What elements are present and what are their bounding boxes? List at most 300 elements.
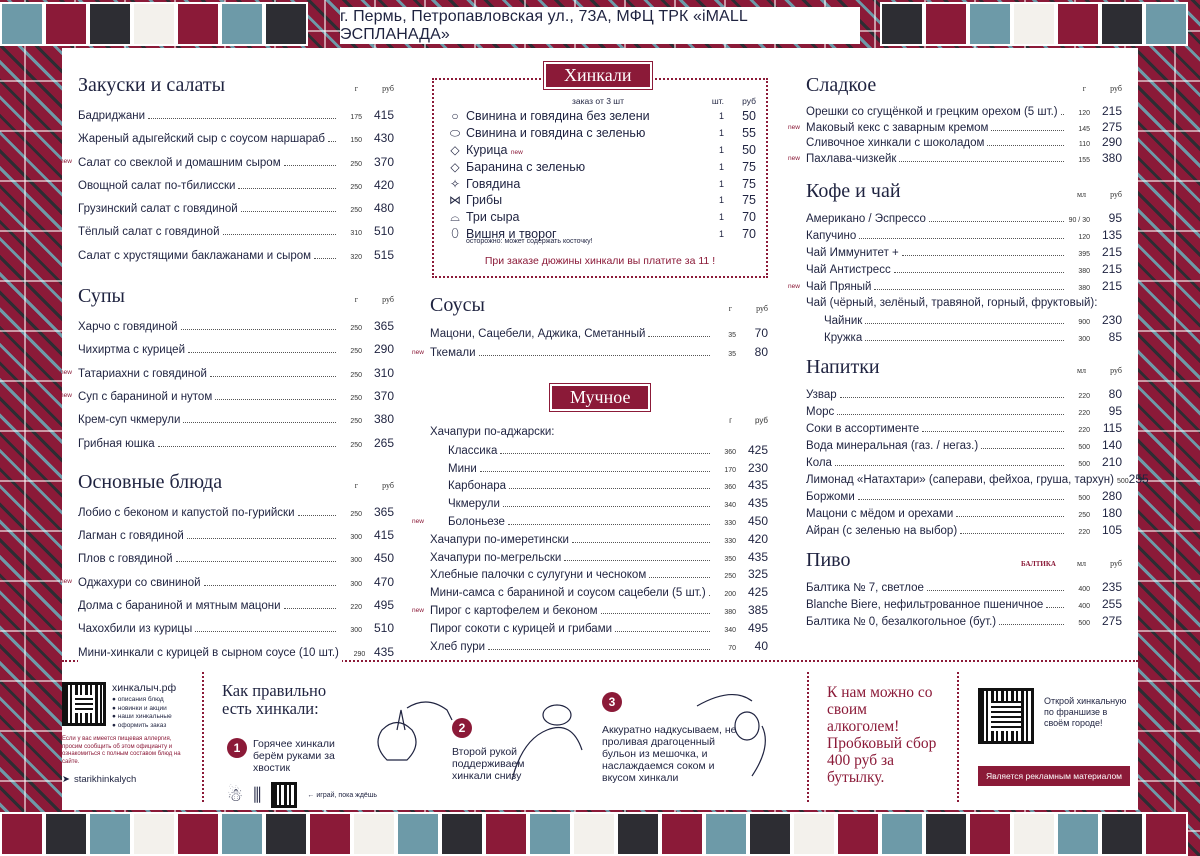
item-price: 50 xyxy=(742,109,756,124)
new-badge: new xyxy=(788,154,800,162)
item-price: 40 xyxy=(754,638,768,653)
site-bullet: ● новинки и акции xyxy=(112,704,167,712)
item-name: Овощной салат по-тбилисски xyxy=(78,175,238,198)
telegram-link[interactable]: starikhinkalych xyxy=(73,774,137,785)
menu-section xyxy=(806,549,1122,630)
unit-weight: г xyxy=(354,480,358,490)
robot-icon: ☃ xyxy=(227,784,244,805)
leader-dots xyxy=(187,538,336,539)
leader-dots xyxy=(840,397,1064,398)
leader-dots xyxy=(509,488,710,489)
item-weight: 250 xyxy=(350,394,362,402)
item-weight: 220 xyxy=(1078,393,1090,400)
item-weight: 360 xyxy=(724,448,736,456)
menu-item xyxy=(806,227,1122,244)
menu-item xyxy=(806,210,1122,227)
item-weight: 340 xyxy=(724,502,736,510)
item-weight: 330 xyxy=(724,519,736,527)
menu-item xyxy=(806,403,1122,420)
site-bullets xyxy=(112,696,176,730)
item-name: Вода минеральная (газ. / негаз.) xyxy=(806,438,981,455)
khinkali-warning: осторожно: может содержать косточку! xyxy=(466,238,593,246)
item-price: 75 xyxy=(742,159,756,174)
menu-item xyxy=(430,324,768,343)
step-1 xyxy=(227,738,357,774)
item-name: Крем-суп чкмерули xyxy=(78,409,183,432)
unit-weight: мл xyxy=(1076,190,1086,199)
item-weight: 220 xyxy=(1078,427,1090,434)
leader-dots xyxy=(564,560,710,561)
step-3 xyxy=(602,692,622,712)
new-badge: new xyxy=(510,148,523,156)
leader-dots xyxy=(158,446,336,447)
menu-item xyxy=(78,174,394,197)
restaurant-address: г. Пермь, Петропавловская ул., 73А, МФЦ ТРК «iMALL ЭСПЛАНАДА» xyxy=(340,7,860,44)
leader-dots xyxy=(328,141,336,142)
item-weight: 500 xyxy=(1078,495,1090,502)
khinkali-promo: При заказе дюжины хинкали вы платите за 11 ! xyxy=(484,255,716,268)
item-weight: 250 xyxy=(724,573,736,581)
item-name: Оджахури со свининой xyxy=(78,572,204,595)
item-name: Хачапури по-имеретински xyxy=(430,532,572,550)
border-tiles-top-right xyxy=(880,2,1188,46)
own-alcohol-note: К нам можно со своим алкоголем! Пробковый сбор 400 руб за бутылку. xyxy=(827,684,937,786)
item-price: 415 xyxy=(373,528,394,543)
item-price: 420 xyxy=(747,531,768,546)
item-weight: 320 xyxy=(350,253,362,261)
leader-dots xyxy=(865,323,1064,324)
item-weight: 380 xyxy=(1078,268,1090,275)
menu-section xyxy=(60,74,394,267)
menu-item xyxy=(788,119,1122,136)
leader-dots xyxy=(284,608,336,609)
item-name: Морс xyxy=(806,404,837,421)
item-name: Мацони, Сацебели, Аджика, Сметанный xyxy=(430,325,648,344)
item-price: 515 xyxy=(373,247,394,262)
unit-weight: г xyxy=(1082,84,1086,93)
item-name: Чай Антистресс xyxy=(806,262,894,279)
item-name: Классика xyxy=(430,443,500,461)
section-title xyxy=(78,74,394,104)
menu-item xyxy=(430,442,768,460)
leader-dots xyxy=(835,465,1064,466)
khinkali-shape-icon: ⋈ xyxy=(449,193,461,208)
qr-code-game[interactable] xyxy=(271,782,297,808)
menu-section xyxy=(788,74,1122,166)
leader-dots xyxy=(215,399,336,400)
new-badge: new xyxy=(60,577,72,585)
item-price: 370 xyxy=(373,154,394,169)
item-price: 215 xyxy=(1101,245,1122,259)
leader-dots xyxy=(479,355,710,356)
item-weight: 350 xyxy=(724,555,736,563)
item-price: 470 xyxy=(373,574,394,589)
item-price: 370 xyxy=(373,388,394,403)
item-weight: 250 xyxy=(350,160,362,168)
menu-item xyxy=(806,613,1122,630)
item-weight: 250 xyxy=(350,418,362,426)
menu-item xyxy=(430,477,768,495)
leader-dots xyxy=(899,161,1064,162)
unit-pieces: шт. xyxy=(711,96,724,106)
khinkali-note: заказ от 3 шт xyxy=(572,96,625,106)
divider xyxy=(807,672,809,802)
menu-section xyxy=(412,294,768,362)
item-name: Свинина и говядина без зелени xyxy=(466,109,650,124)
khinkali-item xyxy=(444,125,756,142)
leader-dots xyxy=(874,289,1064,290)
item-price: 380 xyxy=(373,412,394,427)
item-name: Харчо с говядиной xyxy=(78,316,181,339)
item-price: 480 xyxy=(373,201,394,216)
leader-dots xyxy=(981,448,1064,449)
item-price: 135 xyxy=(1101,228,1122,242)
item-price: 280 xyxy=(1101,489,1122,503)
item-weight: 150 xyxy=(350,137,362,145)
item-weight: 500 xyxy=(1116,478,1129,485)
leader-dots xyxy=(615,631,710,632)
item-price: 425 xyxy=(747,442,768,457)
step-text: Аккуратно надкусываем, не проливая драгоценный бульон из мешочка, и наслаждаемся соком и вкусом хинкали xyxy=(602,724,737,784)
site-bullet-text: оформить заказ xyxy=(117,721,167,729)
leader-dots xyxy=(859,238,1064,239)
item-price: 215 xyxy=(1101,279,1122,293)
menu-item xyxy=(806,135,1122,151)
khinkali-title: Хинкали xyxy=(544,62,652,89)
item-name: Чай Иммунитет + xyxy=(806,245,902,262)
item-weight: 310 xyxy=(350,230,362,238)
khinkali-box xyxy=(432,65,768,278)
item-pieces: 1 xyxy=(718,111,724,122)
item-price: 435 xyxy=(747,549,768,564)
item-name: Салат с хрустящими баклажанами и сыром xyxy=(78,245,314,268)
step-text: Горячее хинкали берём руками за хвостик xyxy=(253,738,335,774)
item-price: 435 xyxy=(747,496,768,511)
site-bullet: ● описания блюд xyxy=(112,696,164,703)
menu-item xyxy=(78,501,394,524)
item-price: 55 xyxy=(742,126,756,141)
unit-weight: мл xyxy=(1076,366,1086,375)
section-name: Супы xyxy=(78,285,125,308)
item-weight: 360 xyxy=(724,484,736,492)
khinkali-item xyxy=(444,142,756,159)
item-price: 75 xyxy=(742,176,756,191)
unit-weight: мл xyxy=(1076,559,1086,568)
item-weight: 250 xyxy=(350,441,362,449)
step-text: Второй рукой поддерживаем хинкали снизу xyxy=(452,746,525,782)
leader-dots xyxy=(929,221,1064,222)
menu-item xyxy=(806,437,1122,454)
item-price: 430 xyxy=(373,131,394,146)
item-weight: 220 xyxy=(350,604,362,612)
menu-section xyxy=(412,416,768,655)
item-name: Орешки со сгущёнкой и грецким орехом (5 шт.) xyxy=(806,105,1061,121)
item-price: 215 xyxy=(1101,104,1122,118)
unit-price: руб xyxy=(382,84,394,93)
leader-dots xyxy=(927,590,1064,591)
item-name: Вишня и творог xyxy=(466,226,557,241)
leader-dots xyxy=(480,471,710,472)
menu-item xyxy=(806,505,1122,522)
item-weight: 300 xyxy=(1078,336,1090,343)
item-weight: 900 xyxy=(1078,319,1090,326)
item-name: Балтика № 0, безалкогольное (бут.) xyxy=(806,614,999,631)
section-name: Напитки xyxy=(806,356,880,378)
section-title xyxy=(806,549,1122,579)
section-name: Закуски и салаты xyxy=(78,74,226,96)
leader-dots xyxy=(284,165,336,166)
menu-item xyxy=(806,420,1122,437)
item-price: 495 xyxy=(373,598,394,613)
menu-item xyxy=(430,620,768,638)
telegram-icon: ➤ xyxy=(62,774,70,785)
menu-item xyxy=(78,338,394,361)
menu-item xyxy=(806,579,1122,596)
item-price: 230 xyxy=(1101,313,1122,327)
leader-dots xyxy=(183,422,336,423)
item-name: Чкмерули xyxy=(430,496,503,514)
khinkali-shape-icon: ⌓ xyxy=(450,209,460,224)
section-name: Соусы xyxy=(430,294,485,316)
leader-dots xyxy=(238,188,336,189)
menu-section xyxy=(60,285,394,455)
game-link[interactable]: ← играй, пока ждёшь xyxy=(307,791,378,799)
leader-dots xyxy=(176,561,336,562)
khinkali-item xyxy=(444,209,756,226)
item-price: 50 xyxy=(742,142,756,157)
leader-dots xyxy=(508,524,710,525)
item-name: Бадриджани xyxy=(78,105,148,128)
item-price: 275 xyxy=(1101,614,1122,628)
khinkali-item xyxy=(444,108,756,125)
khinkali-item xyxy=(444,175,756,192)
item-price: 435 xyxy=(747,478,768,493)
khinkali-item xyxy=(444,158,756,175)
item-weight: 250 xyxy=(350,348,362,356)
item-weight: 170 xyxy=(724,466,736,474)
item-name: Кола xyxy=(806,455,835,472)
menu-item xyxy=(78,408,394,431)
menu-item xyxy=(806,295,1122,312)
fork-icon: ⫼ xyxy=(253,784,262,805)
item-weight: 250 xyxy=(350,371,362,379)
new-badge: new xyxy=(412,349,424,356)
khinkali-list xyxy=(444,108,756,242)
item-weight: 220 xyxy=(1078,529,1090,536)
site-link[interactable]: хинкалыч.рф xyxy=(112,682,177,694)
section-title xyxy=(806,180,1122,210)
item-name: Салат со свеклой и домашним сыром xyxy=(78,152,284,175)
item-weight: 250 xyxy=(350,207,362,215)
item-weight: 395 xyxy=(1078,251,1090,258)
item-name: Ткемали xyxy=(430,344,479,363)
item-weight: 500 xyxy=(1078,620,1090,627)
menu-item xyxy=(78,197,394,220)
qr-code-franchise[interactable] xyxy=(978,688,1034,744)
item-weight: 110 xyxy=(1078,141,1090,148)
item-name: Чихиртма с курицей xyxy=(78,339,188,362)
step-number: 1 xyxy=(227,738,247,758)
leader-dots xyxy=(858,499,1064,500)
item-name: Пирог сокоти с курицей и грибами xyxy=(430,621,615,639)
divider xyxy=(957,672,959,802)
item-name: Лагман с говядиной xyxy=(78,525,187,548)
item-price: 265 xyxy=(373,435,394,450)
leader-dots xyxy=(314,258,336,259)
item-weight: 250 xyxy=(350,510,362,518)
leader-dots xyxy=(922,431,1064,432)
item-name: Пахлава-чизкейк xyxy=(806,152,899,168)
item-pieces: 1 xyxy=(718,228,724,239)
franchise-text: Открой хинкальную по франшизе в своём городе! xyxy=(1044,696,1127,728)
item-name: Грибы xyxy=(466,193,503,208)
item-weight: 400 xyxy=(1078,603,1090,610)
leader-dots xyxy=(648,336,710,337)
item-name: Жареный адыгейский сыр с соусом наршараб xyxy=(78,128,328,151)
item-name: Узвар xyxy=(806,387,840,404)
item-weight: 380 xyxy=(724,608,736,616)
leader-dots xyxy=(181,329,336,330)
item-price: 255 xyxy=(1101,597,1122,611)
item-weight: 90 / 30 xyxy=(1068,217,1090,224)
right-column xyxy=(788,48,1149,630)
item-price: 385 xyxy=(747,602,768,617)
menu-item xyxy=(60,362,394,385)
item-price: 95 xyxy=(1108,404,1122,418)
menu-item xyxy=(806,471,1149,488)
menu-item xyxy=(806,104,1122,120)
menu-item xyxy=(78,432,394,455)
item-weight: 250 xyxy=(350,325,362,333)
item-price: 80 xyxy=(754,345,768,359)
leader-dots xyxy=(991,130,1064,131)
unit-price: руб xyxy=(1110,366,1122,375)
item-name: Соки в ассортименте xyxy=(806,421,922,438)
divider xyxy=(202,672,204,802)
item-price: 255 xyxy=(1128,472,1149,486)
section-title xyxy=(806,74,1122,104)
item-price: 70 xyxy=(754,326,768,340)
flour-title-wrap xyxy=(430,380,768,414)
item-name: Пирог с картофелем и беконом xyxy=(430,603,601,621)
khinkali-shape-icon: ◇ xyxy=(450,159,460,174)
item-pieces: 1 xyxy=(718,195,724,206)
leader-dots xyxy=(488,649,710,650)
footer xyxy=(62,660,1138,810)
leader-dots xyxy=(241,211,336,212)
site-bullet-text: наши хинкальные xyxy=(117,713,172,720)
item-price: 70 xyxy=(742,226,756,241)
item-weight: 250 xyxy=(350,183,362,191)
item-weight: 330 xyxy=(724,537,736,545)
unit-price: руб xyxy=(742,96,756,106)
leader-dots xyxy=(503,506,710,507)
section-title xyxy=(78,471,394,501)
unit-price: руб xyxy=(754,416,768,425)
item-weight: 340 xyxy=(724,626,736,634)
menu-item xyxy=(430,424,768,442)
item-weight: 155 xyxy=(1078,156,1090,164)
menu-item xyxy=(430,549,768,567)
item-weight: 35 xyxy=(728,332,736,339)
item-name: Мини xyxy=(430,461,480,479)
leader-dots xyxy=(999,624,1064,625)
item-weight: 220 xyxy=(1078,410,1090,417)
item-weight: 70 xyxy=(728,644,736,652)
menu-item xyxy=(412,513,768,531)
item-name: Лобио с беконом и капустой по-гурийски xyxy=(78,502,298,525)
step-number: 2 xyxy=(452,718,472,738)
item-price: 275 xyxy=(1101,119,1122,134)
menu-item xyxy=(412,602,768,620)
qr-code-site[interactable] xyxy=(62,682,106,726)
item-weight: 400 xyxy=(1078,586,1090,593)
section-units xyxy=(430,416,768,424)
leader-dots xyxy=(572,542,710,543)
new-badge: new xyxy=(788,283,800,290)
ad-label: Является рекламным материалом xyxy=(978,766,1130,786)
section-name: Пиво xyxy=(806,549,851,571)
brand-logo: БАЛТИКА xyxy=(1020,560,1056,568)
item-name: Баранина с зеленью xyxy=(466,159,586,174)
hands-illustration-3 xyxy=(692,686,792,786)
unit-price: руб xyxy=(1110,84,1122,93)
new-badge: new xyxy=(60,368,72,376)
menu-item xyxy=(806,261,1122,278)
item-weight: 500 xyxy=(1078,444,1090,451)
item-pieces: 1 xyxy=(718,212,724,223)
menu-item xyxy=(78,547,394,570)
leader-dots xyxy=(1046,607,1064,608)
item-name: Чайник xyxy=(806,313,865,330)
item-weight: 120 xyxy=(1078,234,1090,241)
item-name: Татариахни с говядиной xyxy=(78,363,210,386)
menu-item xyxy=(806,244,1122,261)
unit-weight: г xyxy=(354,295,358,305)
leader-dots xyxy=(960,533,1064,534)
item-price: 510 xyxy=(373,224,394,239)
item-price: 435 xyxy=(373,644,394,659)
menu-item xyxy=(806,522,1122,539)
section-title xyxy=(78,285,394,315)
item-name: Плов с говядиной xyxy=(78,548,176,571)
site-bullet: ● оформить заказ xyxy=(112,721,167,729)
item-weight: 380 xyxy=(1078,285,1090,292)
menu-item xyxy=(806,386,1122,403)
menu-item xyxy=(430,584,768,602)
unit-weight: г xyxy=(729,416,732,425)
item-name: Маковый кекс с заварным кремом xyxy=(806,121,991,137)
item-name: Лимонад «Натахтари» (саперави, фейхоа, груша, тархун) xyxy=(806,472,1117,489)
item-name: Хлебные палочки с сулугуни и чесноком xyxy=(430,567,649,585)
left-column xyxy=(60,48,394,664)
new-badge: new xyxy=(60,391,72,399)
leader-dots xyxy=(298,515,336,516)
item-price: 425 xyxy=(747,585,768,600)
item-name: Суп с бараниной и нутом xyxy=(78,386,215,409)
item-weight: 300 xyxy=(350,557,362,565)
menu-item xyxy=(78,594,394,617)
leader-dots xyxy=(837,414,1064,415)
item-price: 105 xyxy=(1101,523,1122,537)
item-price: 230 xyxy=(747,460,768,475)
menu-item xyxy=(806,488,1122,505)
how-to-eat-title: Как правильно есть хинкали: xyxy=(222,681,327,718)
unit-weight: г xyxy=(354,84,358,93)
middle-column xyxy=(412,294,768,655)
new-badge: new xyxy=(412,606,424,614)
item-weight: 145 xyxy=(1078,125,1090,133)
